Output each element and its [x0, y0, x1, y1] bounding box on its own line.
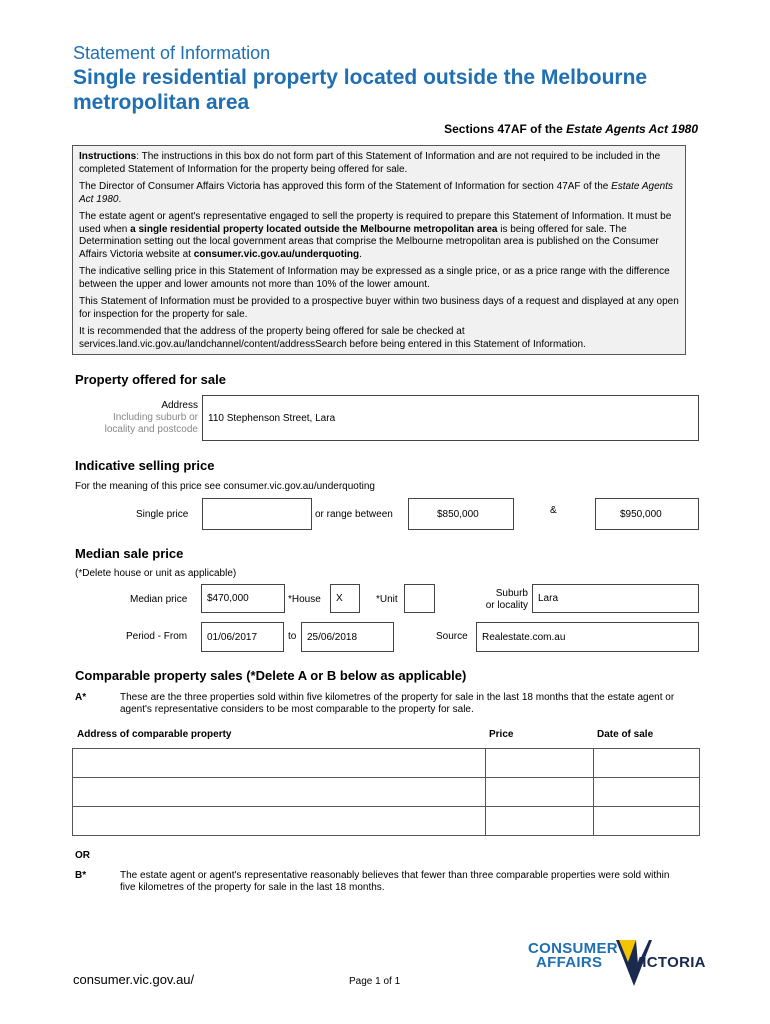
- address-field[interactable]: 110 Stephenson Street, Lara: [202, 395, 699, 441]
- instructions-p2: The Director of Consumer Affairs Victoria has approved this form of the Statement of Information for section 47AF of the: [79, 181, 612, 192]
- suburb-label-line2: or locality: [485, 600, 528, 611]
- unit-label: *Unit: [376, 594, 398, 605]
- logo-line1: CONSUMER: [528, 940, 618, 957]
- instructions-p2-act: Estate Agents Act 1980: [79, 181, 673, 205]
- address-label-sub1: Including suburb or: [112, 412, 198, 423]
- sections-act: Estate Agents Act 1980: [566, 122, 698, 136]
- form-kicker: Statement of Information: [73, 43, 271, 63]
- suburb-label: [440, 588, 528, 612]
- instructions-p2-end: .: [118, 193, 122, 205]
- instructions-p5: This Statement of Information must be provided to a prospective buyer within two business days of a request and displayed at any open for inspection for the property for sale.: [79, 296, 679, 320]
- price-note: For the meaning of this price see consumer.vic.gov.au/underquoting: [75, 481, 375, 492]
- range-low-field[interactable]: $850,000: [408, 498, 514, 530]
- instructions-p4: The indicative selling price in this Statement of Information may be expressed as a single price, or as a price range with the difference between the upper and lower amounts not more than 10% of the lower amount.: [79, 266, 670, 290]
- col-date-header: Date of sale: [597, 729, 654, 740]
- period-label: Period - From: [126, 631, 188, 642]
- footer-url[interactable]: consumer.vic.gov.au/: [73, 972, 195, 987]
- period-to-field[interactable]: 25/06/2018: [301, 622, 394, 652]
- or-label: OR: [75, 850, 90, 861]
- form-title: Single residential property located outside the Melbourne metropolitan area: [73, 66, 648, 114]
- instructions-p3-end: .: [359, 248, 362, 260]
- option-a-text: These are the three properties sold within five kilometres of the property for sale in the last 18 months that the estate agent or agent's representative considers to be most comparable to the property for sale.: [120, 692, 675, 715]
- range-high-field[interactable]: $950,000: [595, 498, 699, 530]
- row1-address-cell[interactable]: [73, 749, 486, 778]
- median-heading: Median sale price: [75, 546, 184, 561]
- price-heading: Indicative selling price: [75, 458, 215, 473]
- range-ampersand: &: [550, 505, 557, 516]
- instructions-box: [72, 145, 686, 355]
- source-label: Source: [436, 631, 468, 642]
- table-row: [73, 807, 700, 836]
- single-price-field[interactable]: [202, 498, 312, 530]
- row2-date-cell[interactable]: [594, 778, 700, 807]
- period-to-label: to: [288, 631, 297, 642]
- house-field[interactable]: X: [330, 584, 360, 613]
- address-label-sub2: locality and postcode: [104, 424, 198, 435]
- consumer-affairs-logo: [528, 940, 706, 990]
- instructions-p3a: The estate agent or agent's representative engaged to sell the property is required to prepare this Statement of Information. It must be used when: [79, 211, 672, 235]
- col-address-header: Address of comparable property: [77, 729, 232, 740]
- instructions-label: Instructions: [79, 151, 137, 162]
- address-label: [70, 400, 198, 436]
- median-price-label: Median price: [130, 594, 188, 605]
- col-price-header: Price: [489, 729, 514, 740]
- instructions-p3-bold: a single residential property located outside the Melbourne metropolitan area: [130, 223, 498, 235]
- unit-field[interactable]: [404, 584, 435, 613]
- logo-line3: VICTORIA: [632, 954, 706, 971]
- option-a-label: A*: [75, 692, 87, 703]
- sections-prefix: Sections 47AF of the: [444, 122, 567, 136]
- row3-price-cell[interactable]: [486, 807, 594, 836]
- table-row: [73, 778, 700, 807]
- period-from-field[interactable]: 01/06/2017: [201, 622, 284, 652]
- row3-date-cell[interactable]: [594, 807, 700, 836]
- instructions-p1: : The instructions in this box do not form part of this Statement of Information and are not required to be included in the completed Statement of Information for the property being offered for sale.: [79, 151, 661, 175]
- source-field[interactable]: Realestate.com.au: [476, 622, 699, 652]
- page-number: Page 1 of 1: [349, 976, 401, 987]
- suburb-field[interactable]: Lara: [532, 584, 699, 613]
- option-b-label: B*: [75, 870, 87, 881]
- row2-price-cell[interactable]: [486, 778, 594, 807]
- instructions-p3b: is being offered for sale. The Determination setting out the local government areas that comprise the Melbourne metropolitan area is published on the Consumer Affairs Victoria website at: [79, 223, 659, 260]
- range-label: or range between: [315, 509, 393, 520]
- instructions-p6: It is recommended that the address of the property being offered for sale be checked at services.land.vic.gov.au/landchannel/content/addressSearch before being entered in this Statement of Information.: [79, 326, 586, 350]
- single-price-label: Single price: [136, 509, 189, 520]
- row2-address-cell[interactable]: [73, 778, 486, 807]
- logo-line2: AFFAIRS: [536, 954, 603, 971]
- comparable-heading: Comparable property sales (*Delete A or B below as applicable): [75, 668, 467, 683]
- house-label: *House: [288, 594, 321, 605]
- address-label-main: Address: [161, 400, 198, 411]
- underquoting-link[interactable]: consumer.vic.gov.au/underquoting: [193, 248, 360, 260]
- row1-price-cell[interactable]: [486, 749, 594, 778]
- median-note: (*Delete house or unit as applicable): [75, 568, 237, 579]
- comparable-table: [72, 748, 700, 836]
- sections-reference: [444, 122, 698, 136]
- row1-date-cell[interactable]: [594, 749, 700, 778]
- suburb-label-line1: Suburb: [495, 588, 528, 599]
- table-row: [73, 749, 700, 778]
- property-heading: Property offered for sale: [75, 372, 226, 387]
- option-b-text: The estate agent or agent's representative reasonably believes that fewer than three comparable properties were sold within five kilometres of the property for sale in the last 18 months.: [120, 870, 670, 893]
- median-price-field[interactable]: $470,000: [201, 584, 285, 613]
- row3-address-cell[interactable]: [73, 807, 486, 836]
